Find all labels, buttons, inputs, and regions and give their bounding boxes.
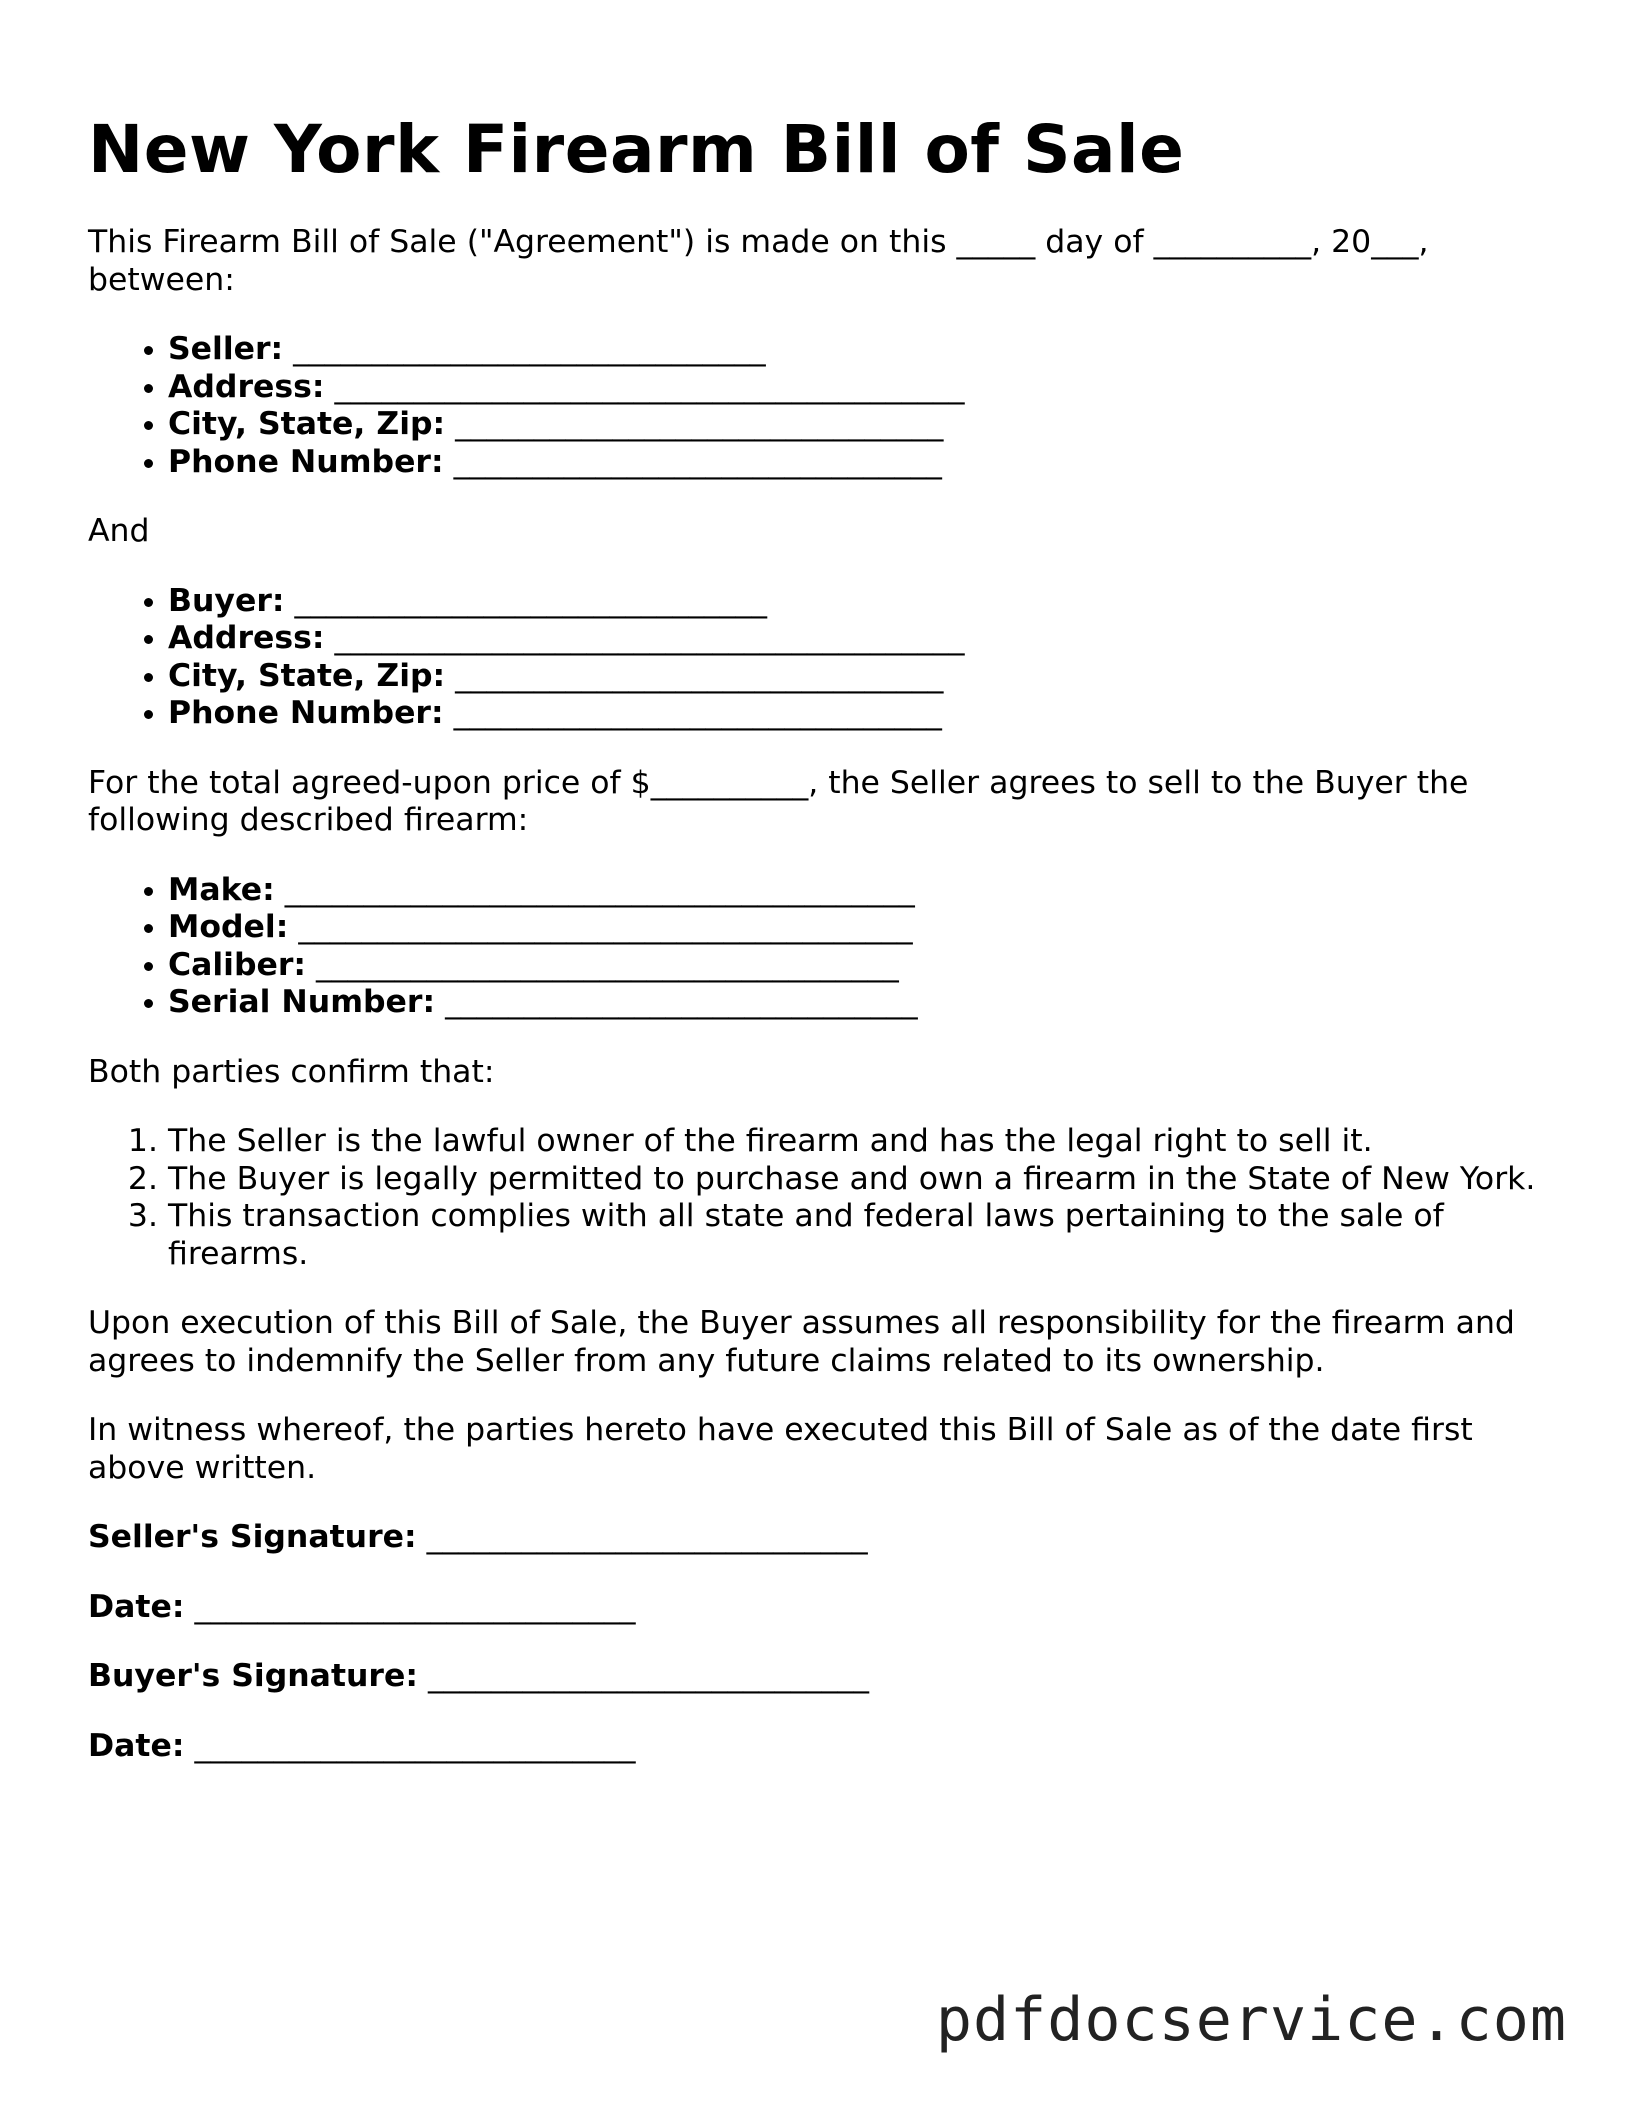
buyer-field-buyer [168,583,1548,621]
buyer-date-line [88,1728,1548,1766]
seller-fields-list [88,331,1548,481]
blank-line: ______________________________ [445,984,918,1020]
buyer-field-city [168,658,1548,696]
blank-line: ____________________________ [194,1727,636,1764]
field-label: Caliber: [168,946,307,983]
firearm-field-serial [168,984,1548,1022]
seller-field-city [168,406,1548,444]
price-paragraph: For the total agreed-upon price of $__________, the Seller agrees to sell to the Buyer the following described firearm: [88,764,1469,838]
blank-line: ______________________________ [293,331,766,367]
seller-signature-line [88,1519,1548,1557]
buyer-signature-line [88,1658,1548,1696]
firearm-field-make [168,872,1548,910]
signature-label: Buyer's Signature: [88,1658,418,1694]
blank-line: _______________________________ [455,406,944,442]
blank-line: _______________________________ [453,443,942,480]
blank-line: ______________________________ [294,582,767,619]
firearm-field-caliber [168,947,1548,985]
blank-line: ____________________________ [426,1519,868,1555]
buyer-fields-list [88,583,1548,733]
confirmation-item: 2. The Buyer is legally permitted to purchase and own a firearm in the State of New York. [168,1161,1548,1199]
blank-line: ________________________________________ [284,871,915,908]
field-label: Seller: [168,331,284,367]
seller-field-phone [168,444,1548,482]
watermark: pdfdocservice.com [935,1985,1567,2055]
signature-label: Seller's Signature: [88,1519,417,1555]
field-label: Phone Number: [168,695,444,731]
seller-date-line [88,1589,1548,1627]
intro-paragraph: This Firearm Bill of Sale ("Agreement") is made on this _____ day of __________, 20___, between: [88,224,1429,298]
field-label: Buyer: [168,582,285,619]
blank-line: _____________________________________ [316,946,899,983]
blank-line: ____________________________ [194,1588,636,1625]
blank-line: _______________________________________ [298,909,913,945]
buyer-field-address [168,620,1548,658]
signature-label: Date: [88,1588,185,1625]
blank-line: ________________________________________ [334,620,965,656]
buyer-field-phone [168,695,1548,733]
field-label: Model: [168,909,289,945]
confirmation-item: 3. This transaction complies with all state and federal laws pertaining to the sale of firearms. [168,1198,1548,1273]
field-label: City, State, Zip: [168,657,446,694]
field-label: Address: [168,368,325,405]
signature-label: Date: [88,1727,185,1764]
seller-field-seller [168,331,1548,369]
firearm-fields-list [88,872,1548,1022]
field-label: Phone Number: [168,443,444,480]
blank-line: _______________________________ [455,657,944,694]
confirmation-item: 1. The Seller is the lawful owner of the firearm and has the legal right to sell it. [168,1123,1548,1161]
field-label: City, State, Zip: [168,406,446,442]
blank-line: ________________________________________ [334,368,965,405]
field-label: Address: [168,620,325,656]
firearm-field-model [168,909,1548,947]
execution-paragraph: Upon execution of this Bill of Sale, the Buyer assumes all responsibility for the firearm and agrees to indemnify the Seller from any future claims related to its ownership. [88,1305,1515,1379]
confirmations-list [88,1123,1548,1273]
witness-paragraph: In witness whereof, the parties hereto have executed this Bill of Sale as of the date first above written. [88,1412,1473,1486]
and-text: And [88,513,150,549]
blank-line: _______________________________ [453,695,942,731]
field-label: Serial Number: [168,984,436,1020]
document-page [88,110,1548,1797]
field-label: Make: [168,871,275,908]
document-title: New York Firearm Bill of Sale [88,111,1185,188]
confirm-intro: Both parties confirm that: [88,1053,495,1090]
blank-line: ____________________________ [427,1658,869,1694]
seller-field-address [168,369,1548,407]
